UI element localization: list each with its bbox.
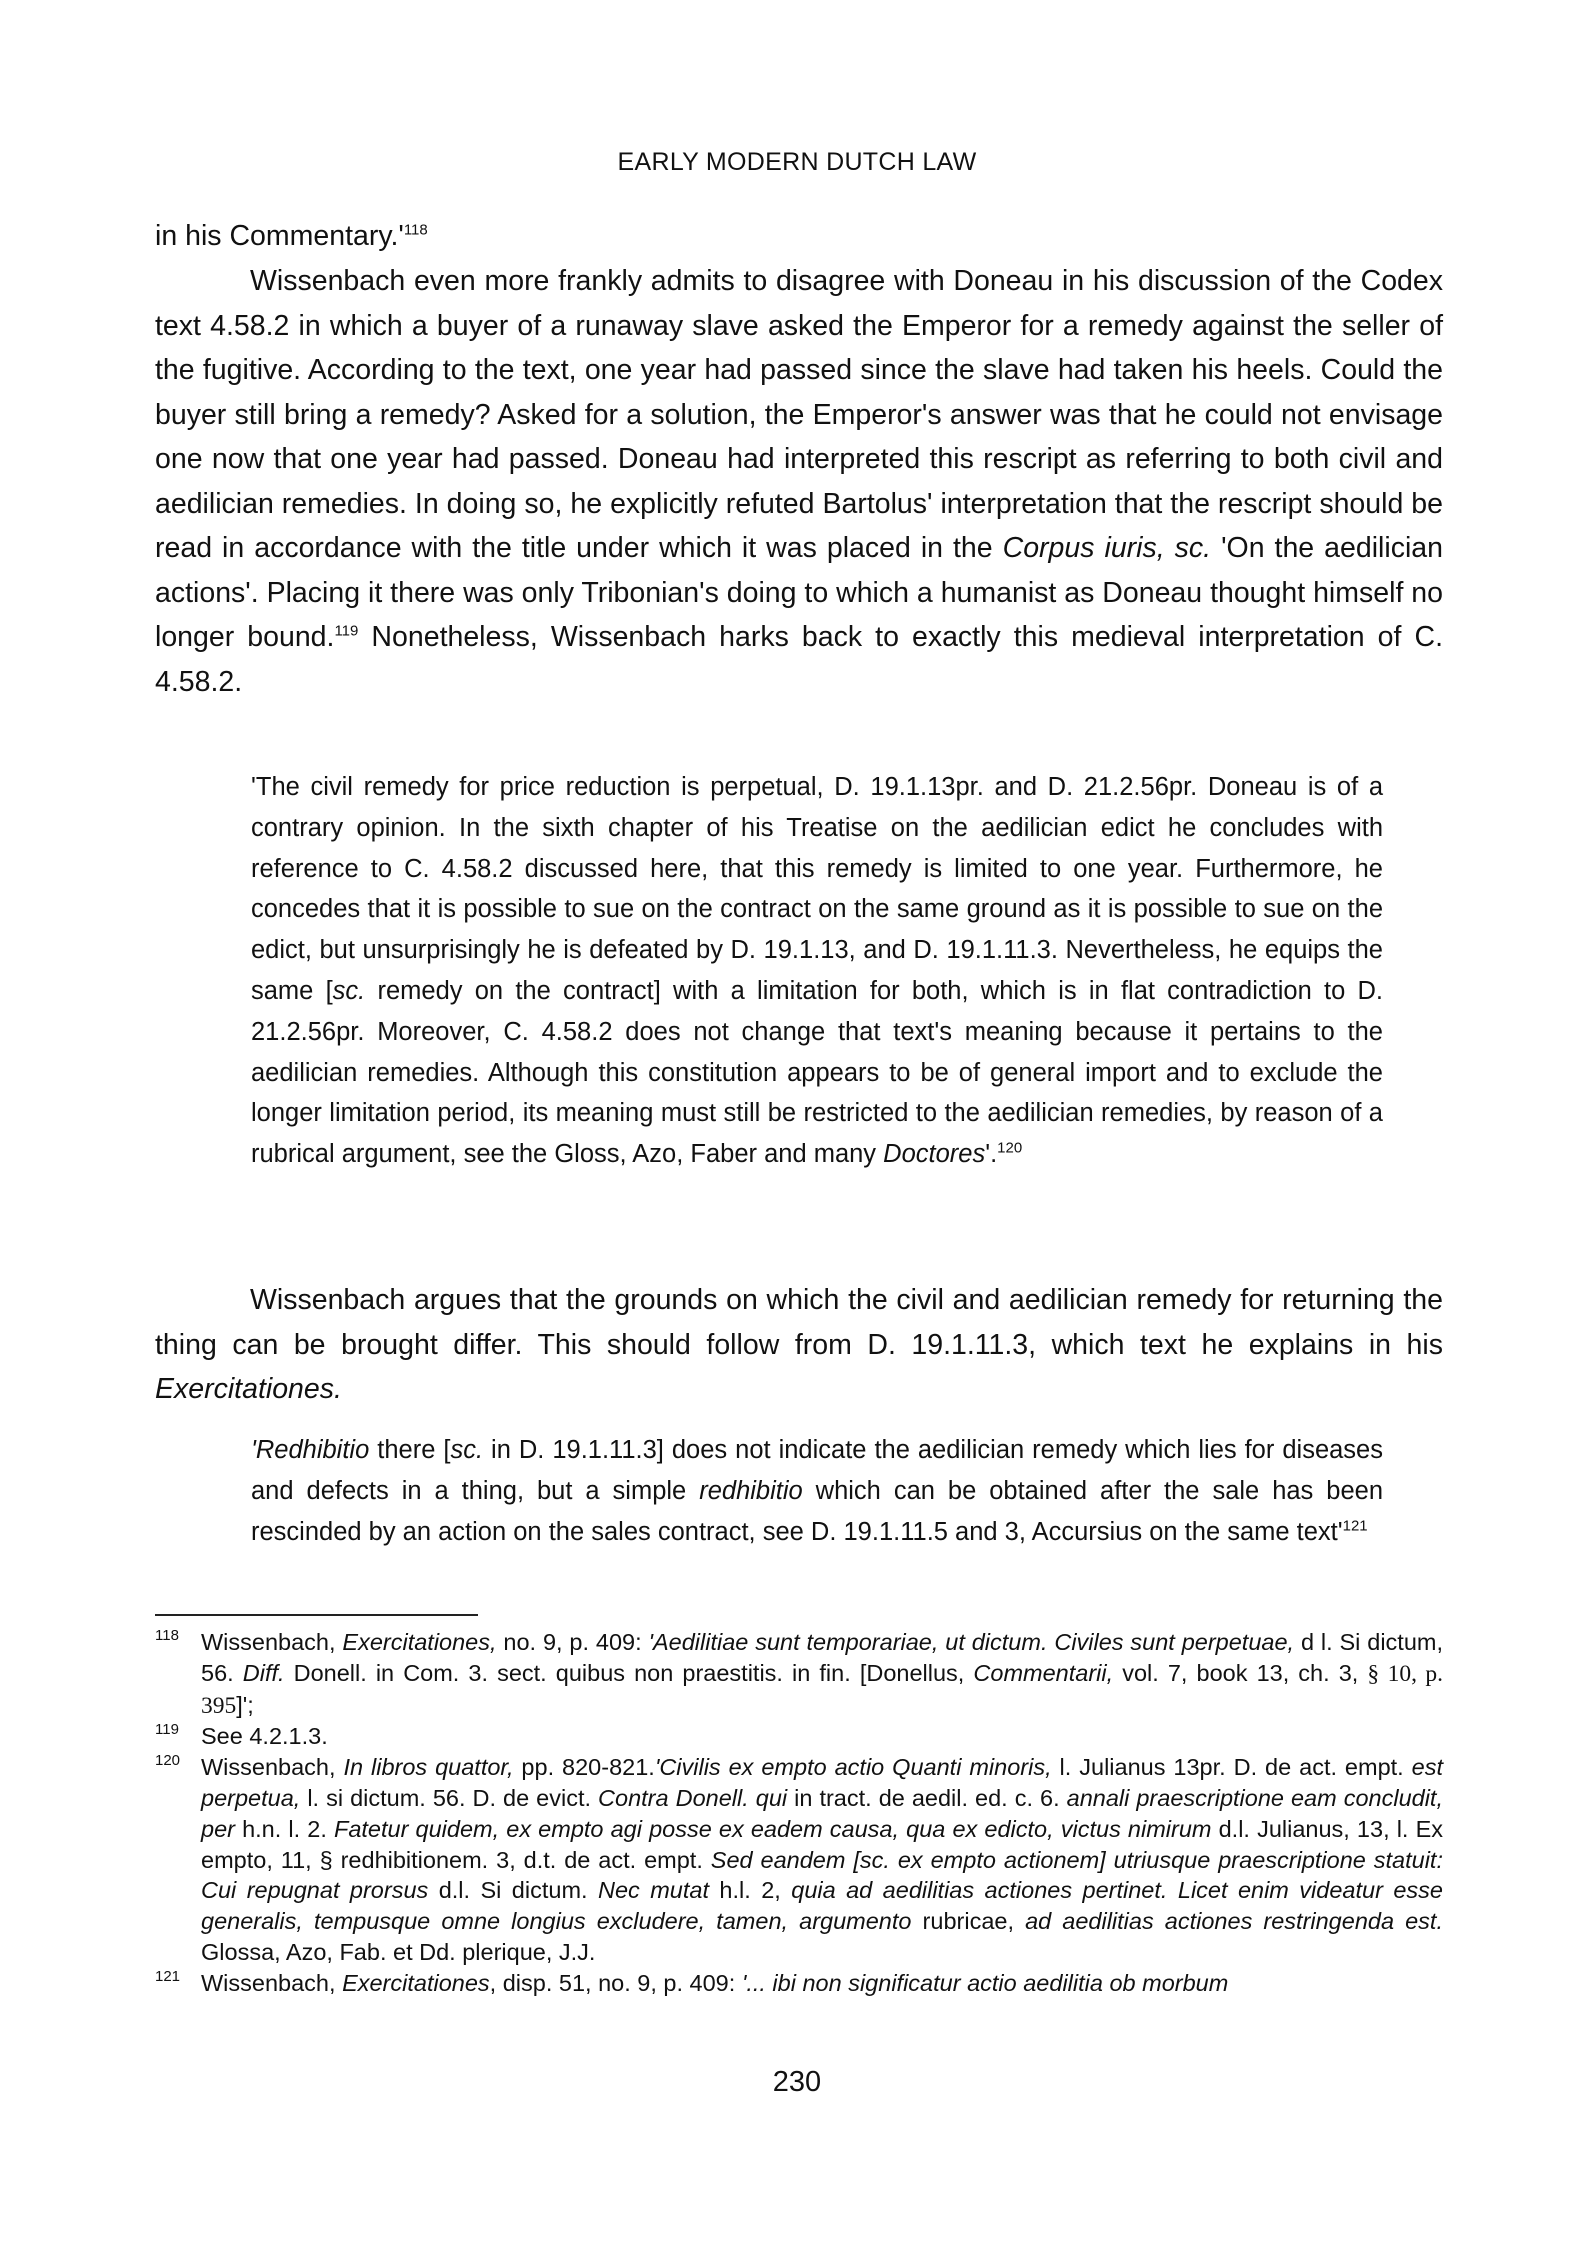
italic-text: Exercitationes, [342,1629,497,1655]
italic-text: sc. [332,976,366,1005]
paragraph-continuation [155,214,1443,259]
footnote-text [201,1754,1443,1965]
text-run: in his Commentary.' [155,220,404,252]
text-run: Donell. in Com. 3. sect. quibus non praestitis. in fin. [Donellus, [284,1659,974,1686]
footnote-118 [155,1627,1443,1721]
footnote-121 [155,1968,1443,1999]
italic-text: sc. [450,1436,484,1464]
text-run: vol. 7, book 13, ch. 3, [1113,1659,1368,1686]
text-run: Wissenbach argues that the grounds on which the civil and aedilician remedy for returning the thing can be brought differ. This should follow from D. 19.1.11.3, which text he explains in his [155,1284,1443,1361]
italic-text: Nec mutat [598,1877,709,1904]
italic-text: 'Redhibitio [251,1436,370,1464]
text-run: d l. Si dictum, 56. [201,1629,1444,1686]
footnote-number: 121 [155,1967,181,1985]
italic-text: '... ibi non significatur actio aedilitia ob morbum [741,1969,1229,1996]
text-run: in D. 19.1.11.3] does not indicate the aedilician remedy which lies for diseases and defects in a thing, but a simple [251,1436,1383,1505]
paragraph-doneau-disagreement [155,259,1443,704]
page-number: 230 [772,2066,822,2098]
text-run: Wissenbach, [201,1969,343,1996]
text-run: d.l. Julianus, 13, l. Ex empto, 11, § redhibitionem. 3, d.t. de act. empt. [201,1815,1444,1873]
text-run: See 4.2.1.3. [201,1723,328,1750]
footnote-text [201,1723,328,1749]
text-run: there [ [369,1436,451,1464]
italic-text: quia ad aedilitias actiones pertinet. Licet enim videatur esse generalis, tempusque omne longius excludere, tamen, argumento [201,1877,1443,1935]
footnote-number: 119 [155,1721,179,1739]
italic-text: redhibitio [699,1476,803,1505]
footnote-number: 120 [155,1752,181,1770]
footnote-119 [155,1721,1443,1752]
text-run: 'On the aedilician actions'. Placing it there was only Tribonian's doing to which a humanist as Doneau thought himself no longer bound. [155,532,1443,653]
italic-text: Diff. [242,1659,285,1686]
text-run: Glossa, Azo, Fab. et Dd. plerique, J.J. [201,1938,596,1965]
footnote-reference: 121 [1342,1517,1368,1535]
italic-text: annali praescriptione eam concludit, per [201,1784,1443,1842]
text-run: rubricae, [911,1908,1026,1935]
footnote-text [201,1970,1228,1996]
text-run: 'The civil remedy for price reduction is perpetual, D. 19.1.13pr. and D. 21.2.56pr. Doneau is of a contrary opinion. In the sixth chapter of his Treatise on the aedilician edict he concludes with reference to C. 4.58.2 discussed here, that this remedy is limited to one year. Furthermore, he concedes that it is possible to sue on the contract on the same ground as it is possible to sue on the edict, but unsurprisingly he is defeated by D. 19.1.13, and D. 19.1.11.3. Nevertheless, he equips the same [ [251,773,1383,1005]
block-quote-redhibitio [251,1430,1383,1552]
footnote-separator [155,1614,478,1616]
italic-text: est perpetua, [201,1754,1444,1811]
italic-text: In libros quattor, [343,1754,514,1781]
footnote-reference: 119 [334,622,359,640]
italic-text: Exercitationes [342,1969,490,1996]
italic-text: ad aedilitias actiones restringenda est. [1025,1908,1443,1935]
italic-text: Doctores [883,1140,986,1169]
text-run: ]'; [236,1691,254,1718]
footnote-120 [155,1752,1443,1968]
italic-text: Exercitationes. [155,1373,342,1405]
text-run: no. 9, p. 409: [496,1629,649,1655]
footnotes [155,1627,1443,1999]
italic-text: Sed eandem [sc. ex empto actionem] utriusque praescriptione statuit: Cui repugnat prorsus [201,1846,1443,1904]
text-run: d.l. Si dictum. [428,1877,598,1904]
text-run: Nonetheless, Wissenbach harks back to exactly this medieval interpretation of C. 4.58.2. [155,621,1443,698]
italic-text: 'Civilis ex empto actio Quanti minoris, [654,1754,1052,1781]
paragraph-grounds [155,1278,1443,1412]
italic-text: Commentarii, [973,1659,1114,1686]
text-run: remedy on the contract] with a limitation for both, which is in flat contradiction to D. 21.2.56pr. Moreover, C. 4.58.2 does not change that text's meaning because it pertains to the aedilician remedies. Although this constitution appears to be of general import and to exclude the longer limitation period, its meaning must still be restricted to the aedilician remedies, by reason of a rubrical argument, see the Gloss, Azo, Faber and many [251,976,1383,1169]
italic-text: 'Aedilitiae sunt temporariae, ut dictum. Civiles sunt perpetuae, [648,1629,1295,1655]
italic-text: Fatetur quidem, ex empto agi posse ex eadem causa, qua ex edicto, victus nimirum [333,1815,1212,1842]
text-run: l. si dictum. 56. D. de evict. [300,1784,599,1811]
text-run: '. [985,1140,998,1169]
text-run: § 10, p. 395 [201,1660,1443,1719]
italic-text: Contra Donell. qui [598,1784,788,1811]
block-quote-civil-remedy [251,767,1383,1175]
italic-text: Corpus iuris, sc. [1002,532,1212,564]
text-run: which can be obtained after the sale has been rescinded by an action on the sales contract, see D. 19.1.11.5 and 3, Accursius on the same text' [251,1476,1383,1546]
footnote-reference: 120 [997,1139,1023,1157]
text-run: Wissenbach, [201,1754,344,1781]
footnote-number: 118 [155,1627,179,1644]
text-run: Wissenbach even more frankly admits to disagree with Doneau in his discussion of the Codex text 4.58.2 in which a buyer of a runaway slave asked the Emperor for a remedy against the seller of the fugitive. According to the text, one year had passed since the slave had taken his heels. Could the buyer still bring a remedy? Asked for a solution, the Emperor's answer was that he could not envisage one now that one year had passed. Doneau had interpreted this rescript as referring to both civil and aedilician remedies. In doing so, he explicitly refuted Bartolus' interpretation that the rescript should be read in accordance with the title under which it was placed in the [155,265,1443,564]
running-header: EARLY MODERN DUTCH LAW [617,148,977,176]
text-run: pp. 820-821. [513,1754,655,1781]
text-run: l. Julianus 13pr. D. de act. empt. [1051,1754,1412,1781]
text-run: h.l. 2, [709,1877,792,1904]
text-run: in tract. de aedil. ed. c. 6. [787,1784,1067,1811]
text-run: h.n. l. 2. [234,1815,334,1842]
text-run: Wissenbach, [201,1629,343,1655]
footnote-text [201,1629,1443,1718]
text-run: , disp. 51, no. 9, p. 409: [489,1969,742,1996]
footnote-reference: 118 [403,221,428,239]
